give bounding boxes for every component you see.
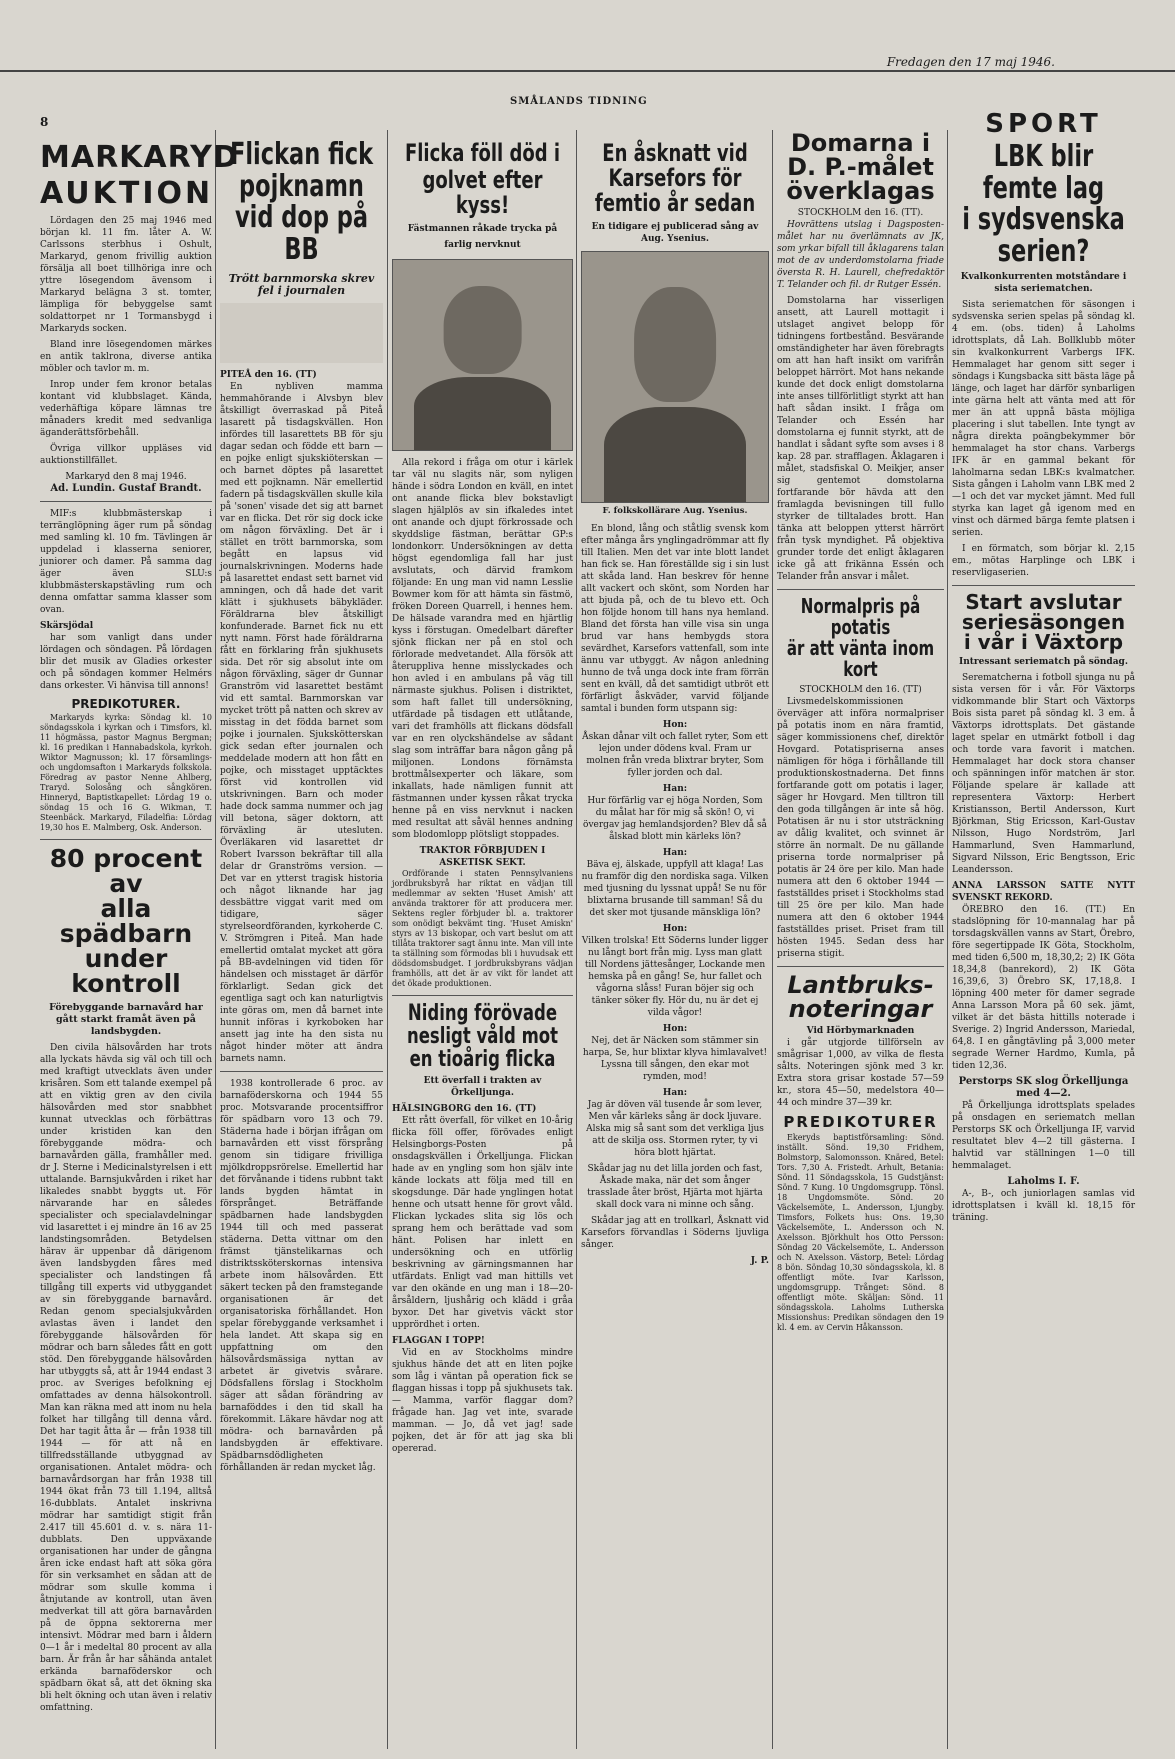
couple-photo (392, 259, 573, 451)
column-markaryd (40, 125, 239, 1759)
auction-paragraph: Inrop under fem kronor betalas kontant vid klubbslaget. Kända, vederhäftiga köpare lämnas tre månaders kredit med sedvanliga äganderättsförbehåll. (40, 380, 212, 438)
verse: Vilken trolska! Ett Söderns lunder ligger nu långt bort från mig. Lyss man glatt till Nordens jättesånger, Lockande men hemska på en gång! Se, hur fallet och vågorna slåss! Furan böjer sig och tänker söker fly. Hör du, nu är det ej vilda vågor! (581, 935, 769, 1018)
auction-paragraph: Övriga villkor uppläses vid auktionstillfället. (40, 444, 212, 466)
portrait-body (604, 407, 745, 502)
domarna-body: Domstolarna har visserligen ansett, att Laurell mottagit i utslaget angivet belopp för tidningens fortbestånd. Besvärande omständigheter har även förebragts om att han haft insikt om varifrån beloppet härrört. Mot hans nekande kunde det dock enligt domstolarna inte anses tillförlitligt styrkt att han haft sådan insikt. I fråga om Telander och Essén har domstolarna ej funnit styrkt, att de handlat i sådant syfte som avses i 8 kap. 28 par. strafflagen. Åklagaren i målet, stadsfiskal O. Meikjer, anser sig gentemot domstolarna fortfarande bör hävda att den framlagda bevisningen till fullo styrker de tilltalades brott. Han tänka att beloppen ytterst härrört från tysk myndighet. På objektiva grunder torde det enligt åklagaren icke gå att frikänna Essén och Telander från ansvar i målet. (777, 296, 944, 582)
column-asknatt (581, 125, 769, 1759)
speaker-label: Hon: (662, 719, 688, 730)
photo-body (414, 377, 550, 449)
start-heading-2: seriesäsongen (961, 610, 1126, 634)
domarna-heading-1: Domarna i (790, 129, 931, 157)
laholms-body: A-, B-, och juniorlagen samlas vid idrottsplatsen i kväll kl. 18,15 för träning. (952, 1189, 1135, 1223)
top-rule (0, 70, 1175, 72)
lantbruk-body: i går utgjorde tillförseln av smågrisar 1,000, av vilka de flesta sålts. Noteringen sjönk med 3 kr. Extra stora grisar kostade 57—59 kr., stora 45—50, medelstora 40—44 och mindre 37—39 kr. (777, 1038, 944, 1108)
niding-dateline: HÄLSINGBORG den 16. (TT) (392, 1103, 537, 1114)
spadbarn-heading-1: 80 procent av (49, 844, 203, 898)
verse: Åskan dånar vilt och fallet ryter, Som ett lejon under dödens kval. Fram ur molnen från vreda blixtrar bryter, Som fyller jorden och dal. (582, 731, 768, 778)
spadbarn-stats: 1938 kontrollerade 6 proc. av barnaföderskorna och 1944 55 proc. Motsvarande procentsiffror för spädbarn voro 13 och 79. Städerna hade i början ifrågan om barnavården ett visst försprång genom sin tidigare frivilliga mjölkdroppsrörelse. Emellertid har det förvånande i tidens rubbnt takt lands bygden hämtat in försprånget. Beträffande spädbarnen hade landsbygden 1944 till och med passerat städerna. Detta vittnar om den främst tjänstelikarnas och distriktssköterskornas intensiva arbete inom hälsovården. Ett säkert tecken på den framstegande organisationen är det organisatoriska förhållandet. Hon spelar förebyggande verksamhet i hela landet. Att skapa sig en uppfattning om den hälsovårdsmässiga nyttan av arbetet är givetvis svårare. Dödsfallens förslag i Stockholm säger att sådan förändring av barnaföddes i den tid skall ha förekommit. Läkare hävdar nog att mödra- och barnavården på landsbygden är effektivare. Spädbarnsdödligheten förhållanden är redan mycket låg. (220, 1079, 383, 1473)
asknatt-heading-1: En åsknatt vid (602, 139, 748, 167)
column-rule (387, 130, 388, 1749)
divider (40, 839, 212, 840)
speaker-label: Hon: (662, 1023, 688, 1034)
anna-body: ÖREBRO den 16. (TT.) En stadslöpning för 10-mannalag har på torsdagskvällen vanns av Start, Örebro, före segertippade IK Göta, Stockholm, med tiden 6,500 m, 18,30,2; 2) IK Göta 18,34,8 (banrekord), 2) IK Göta 16,39,6, 3) Örebro SK, 17,18,8. I löpning 400 meter för damer segrade Anna Larsson Mora på 60 sek. jämt, vilket är det bästa hittills noterade i Sverige. 2) Ingrid Andersson, Mariedal, 64,8. I en gångtävling på 3,000 meter segrade Werner Hardmo, Kumla, på tiden 12,36. (952, 905, 1135, 1071)
speaker-label: Han: (662, 783, 688, 794)
page-number: 8 (40, 115, 49, 129)
lantbruk-heading-1: Lantbruks- (787, 971, 934, 999)
spadbarn-heading-2: alla spädbarn (59, 894, 193, 948)
predikoturer-text-2: Ekeryds baptistförsamling: Sönd. inställt. Sönd. 19,30 Fridhem, Bolmstorp, Salomonsson. Knäred, Betel: Tors. 7,30 A. Fristedt. Arhult, Betania: Sönd. 11 Söndagsskola, 15 Gudstjänst: Sönd. 7 Kung. 10 Ungdomsgrupp. Tönsl. 18 Ungdomsmöte. Sönd. 20 Väckelsemöte, L. Andersson, Ljungby. Timsfors, Folkets hus: Ons. 19,30 Väckelsemöte, L. Andersson och N. Axelsson. Björkhult hos Otto Persson: Söndag 20 Väckelsemöte, L. Andersson och N. Axelsson. Västorp, Betel: Lördag 8 bön. Söndag 10,30 söndagsskola, kl. 8 offentligt möte. Ivar Karlsson, ungdomsgrupp. Trånget: Sönd. 8 offentligt möte. Skäljan: Sönd. 11 söndagsskola. Laholms Lutherska Missionshus: Predikan söndagen den 19 kl. 4 em. av Cervin Håkansson. (777, 1133, 944, 1332)
traktor-title: TRAKTOR FÖRBJUDEN I ASKETISK SEKT. (419, 845, 546, 868)
asknatt-subheading: En tidigare ej publicerad sång av Aug. Ysenius. (591, 221, 759, 244)
speaker-label: Han: (662, 847, 688, 858)
predikoturer-text: Markaryds kyrka: Söndag kl. 10 söndagsskola i kyrkan och i Timsfors, kl. 11 högmässa, pastor Magnus Bergman; kl. 16 predikan i Hannabadskola, kyrkoh. Wiktor Magnusson; kl. 17 församlings- och ungdomsafton i Markaryds folkskola. Föredrag av pastor Nenne Ahlberg, Traryd. Solosång och sångkören. Hinneryd, Baptistkapellet: Lördag 19 o. söndag 15 och 16 G. Wikman, T. Steenbäck. Markaryd, Filadelfia: Lördag 19,30 hos E. Malmberg, Osk. Anderson. (40, 713, 212, 832)
verse: Bäva ej, älskade, uppfyll att klaga! Las nu framför dig den nordiska saga. Vilken med tjusning du lyssnat uppå! Se nu för blixtarna brusande till samman! Så du det sker mot tjusande mänskliga lön? (581, 859, 769, 918)
skarsjodal-title: Skärsjödal (40, 621, 94, 631)
predikoturer-title-2: PREDIKOTURER (783, 1113, 938, 1131)
divider (777, 589, 944, 590)
verse: Hur förfärlig var ej höga Norden, Som du målat har för mig så skön! O, vi övergav jag hemlandsjorden? Blev då så ålskad blott min kärleks lön? (583, 795, 767, 842)
laholms-title: Laholms I. F. (1007, 1176, 1080, 1187)
column-rule (772, 130, 773, 1749)
lbk-body-2: I en förmatch, som börjar kl. 2,15 em., mötas Harplinge och LBK i reservligaserien. (952, 544, 1135, 578)
column-domarna (777, 125, 944, 1759)
kyss-body: Alla rekord i fråga om otur i kärlek tar väl nu slagits när, som nyligen hände i södra London en kväll, en intet ont anande flicka blev bokstavligt slagen hjälplös av sin ifkaledes intet ont anande och djupt förkrossade och skyddslige fästman, berättar GP:s londonkorr. Undersökningen av detta högst egendomliga fall har just avslutats, och därvid framkom följande: En ung man vid namn Lesslie Bowmer kom för att hämta sin fästmö, fröken Doreen Quarrell, i hennes hem. De hälsade varandra med en hjärtlig kyss i förstugan. Omedelbart därefter sjönk flickan ner på en stol och förlorade medvetandet. Alla försök att återuppliva henne misslyckades och hon avled i en ambulans på väg till närmaste sjukhus. Polisen i distriktet, som haft fallet till undersökning, utfärdade på tisdagen ett utlåtande, vari det framhölls att flickans dödsfall var en ren olyckshändelse av sådant slag som inträffar bara någon gång på miljonen. Londons förnämsta brottmålsexperter och läkare, som inkallats, hade nämligen funnit att fästmannen under kyssen råkat trycka henne på en viss nervknut i nacken med resultat att såväl hennes andning som blodomlopp plötsligt stoppades. (392, 457, 573, 840)
domarna-lead: Hovrättens utslag i Dagsposten-målet har nu överlämnats av JK, som yrkar bifall till åklagarens talan mot de av underdomstolarna friade översta R. H. Laurell, chefredaktör T. Telander och fil. dr Rutger Essén. (777, 220, 944, 290)
flickan-body: En nybliven mamma hemmahörande i Alvsbyn blev åtskilligt överraskad på Piteå lasarett på tisdagskvällen. Hon infördes till lasarettets BB för sju dagar sedan och födde ett barn — en pojke enligt sjukskiöterskan — och barnet döptes på lasarettet med ett pojknamn. När emellertid fadern på tisdagskvällen skulle kila på 'sonen' visade det sig att barnet var en flicka. Det rör sig dock icke om någon förväxling. Det är i stället en trött barnmorska, som begått en lapsus vid journalskrivningen. Moderns hade på lasarettet endast sett barnet vid amningen, och då hade det varit klätt i sjukhusets bäbykläder. Föräldrarna blev åtskilligt konfunderade. Barnet fick nu ett nytt namn. Först hade föräldrarna fått en förklaring från sjukhusets sida. Det rör sig absolut inte om någon förväxling, säger dr Gunnar Granström vid lasarettet bestämt vid ett samtal. Barnmorskan var mycket trött på natten och skrev av misstag in det födda barnet som pojke i journalen. Sjukskötterskan gick sedan efter journalen och meddelade modern att hon fått en pojke, och misstaget upptäcktes först vid kontrollen vid utskrivningen. Barn och moder hade dock samma nummer och jag vill betona, säger doktorn, att förväxling är utesluten. Överläkaren vid lasarettet dr Robert Ivarsson bekräftar till alla delar dr Granströms version. — Det var en ytterst tragisk historia och något liknande har jag dessbättre viggat varit med om tidigare, säger styrelseordföranden, kyrkoherde C. V. Strömgren i Piteå. Man hade emellertid omtalat mycket att göra på BB-avdelningen vid tiden för händelsen och misstaget är därför förklarligt. Sedan gick det egentliga sagt och kan naturligtvis inte göras om, men då barnet inte hunnit införas i kyrkoboken har ansett jag inte ha den sista nu något hinder möter att ändra barnets namn. (220, 382, 383, 1064)
predikoturer-title: PREDIKOTURER. (71, 697, 181, 711)
auction-text: Lördagen den 25 maj 1946 med början kl. 11 fm. låter A. W. Carlssons sterbhus i Oshult, Markaryd, genom frivillig auktion försälja all boet tillhöriga inre och yttre lösegendom ävensom i Markaryd belägna 3 st. tomter, lämpliga för bebyggelse samt soldattorpet nr 1 Tormansbygd i Markaryds socken. (40, 216, 212, 334)
masthead: SMÅLANDS TIDNING (510, 96, 648, 107)
spadbarn-body: Den civila hälsovården har trots alla lyckats hävda sig väl och till och med kraftigt utvecklats även under krisåren. Som ett talande exempel på att en viktig gren av den civila hälsovården med stor snabbhet kunnat utvecklas och förbättras under kristiden kan den förebyggande mödra- och barnavården gälla, framhåller med. dr J. Sterne i Medicinalstyrelsen i ett uttalande. Barnsjukvården i riket har likaledes snabbt byggts ut. För närvarande har en således specialister och specialavdelningar vid lasarettet i ej mindre än 16 av 25 landstingsområden. Betydelsen härav är uppenbar då därigenom även landsbygden fåres med specialister och landstingen få tillgång till experts vid utbyggandet av sin förebyggande barnavård. Redan genom specialsjukvården avlastas även i landet den förebyggande hälsovården för mödrar och barn således fått en gott stöd. Den förebyggande hälsovården har utbyggts så, att år 1944 endast 3 proc. av Sveriges befolkning ej omfattades av denna hälsokontroll. Man kan räkna med att inom nu hela folket har tillgång till denna vård. Det har tagit åtta år — från 1938 till 1944 — för att nå en tillfredsställande utbyggnad av organisationen. Antalet mödra- och barnavårdsorgan har från 1938 till 1944 ökat från 73 till 1.194, alltså 16-dubblats. Antalet inskrivna mödrar har samtidigt stigit från 2.417 till 45.601 d. v. s. nära 11-dubblats. Den uppväxande organisationen har under de gångna åren icke endast haft att söka göra för sin verksamhet en sådan att de mödrar som skulle komma i åtnjutande av kontroll, utan även medverkat till att göra barnavården på de öppna sektorerna mer intensivt. Mödrar med barn i åldern 0—1 år i medeltal 80 procent av alla barn. Är från år har såhända antalet erkända barnaföderskor och spädbarn ökat så, att det ökning ska bli helt ökning och utan även i relativ omfattning. (40, 1043, 212, 1713)
kyss-subheading-1: Fästmannen råkade trycka på (407, 223, 558, 234)
column-sport (952, 109, 1135, 1759)
domarna-dateline: STOCKHOLM den 16. (TT). (797, 208, 924, 218)
ysenius-portrait (581, 251, 769, 503)
issue-date: Fredagen den 17 maj 1946. (886, 55, 1055, 69)
start-body: Serematcherna i fotboll sjunga nu på sista versen för i vår. För Växtorps vidkommande blir Start och Växtorps Bois sista paret på söndag kl. 3 em. å Växtorps idrottsplats. Det gästande laget spelar en utmärkt fotboll i dag och torde vara favorit i matchen. Hemmalaget har dock stora chanser och spänningen inför matchen är stor. Följande spelare är kallade att representera Växtorp: Herbert Kristiansson, Bertil Andersson, Kurt Björkman, Stig Ericsson, Karl-Gustav Nilsson, Hugo Nordström, Jarl Hammarlund, Sven Hammarlund, Sigvard Nilsson, Eric Bengtsson, Eric Leandersson. (952, 673, 1135, 875)
lantbruk-heading-2: noteringar (788, 995, 933, 1023)
lantbruk-subheading: Vid Hörbymarknaden (806, 1026, 915, 1036)
kyss-heading-1: Flicka föll död i (404, 139, 561, 167)
verse: Jag är döven väl tusende år som lever, Men vår kärleks sång är dock ljuvare. Alska mig så sant som det verkliga ljus att de skilja oss. Stormen ryter, ty vi höra blott hjärtat. (586, 1099, 764, 1158)
perstorp-body: På Örkelljunga idrottsplats spelades på onsdagen en seriematch mellan Perstorps SK och Örkelljunga IF, varvid resultatet blev 4—2 till gästerna. I halvtid var ställningen 1—0 till hemmalaget. (952, 1101, 1135, 1171)
niding-heading-2: nesligt våld mot (406, 1023, 559, 1049)
niding-heading-1: Niding förövade (407, 1000, 558, 1026)
divider (220, 1071, 383, 1072)
potatis-dateline: STOCKHOLM den 16. (TT) (799, 685, 922, 695)
markaryd-heading: MARKARYD (40, 140, 239, 175)
asknatt-heading-3: femtio år sedan (594, 189, 756, 218)
start-heading-1: Start avslutar (965, 590, 1122, 614)
niding-heading-3: en tioårig flicka (409, 1046, 556, 1072)
skarsjodal-text: har som vanligt dans under lördagen och söndagen. På lördagen blir det musik av Gladies orkester och på söndagen kommer Helmérs dans orkester. Vi hänvisa till annons! (40, 633, 212, 691)
flaggan-title: FLAGGAN I TOPP! (392, 1335, 485, 1346)
mif-notice: MIF:s klubbmästerskap i terränglöpning äger rum på söndag med samling kl. 10 fm. Tävlingen är uppdelad i klasserna seniorer, juniorer och damer. På samma dag äger även SLU:s klubbmästerskapstävling rum och denna omfattar samma klasser som ovan. (40, 509, 212, 615)
asknatt-end-note: Skådar jag att en trollkarl, Åsknatt vid Karsefors förvandlas i Söderns ljuvliga sånger. (581, 1215, 769, 1250)
kyss-subheading-2: farlig nervknut (444, 239, 521, 250)
portrait-caption: F. folkskollärare Aug. Ysenius. (602, 505, 748, 516)
portrait-face (634, 287, 716, 402)
divider (952, 585, 1135, 586)
flickan-subheading: Trött barnmorska skrev fel i journalen (228, 272, 375, 297)
sport-heading: SPORT (985, 109, 1102, 139)
spadbarn-subheading: Förebyggande barnavård har gått starkt framåt även på landsbygden. (49, 1002, 203, 1037)
spadbarn-heading-3: under kontroll (71, 944, 181, 998)
flaggan-text: Vid en av Stockholms mindre sjukhus hände det att en liten pojke som låg i väntan på operation fick se flaggan hissas i topp på sjukhusets tak. — Mamma, varför flaggar dom? frågade han. Jag vet inte, svarade mamman. — Jo, då vet jag! sade pojken, det är för att jag ska bli opererad. (392, 1347, 573, 1454)
verse: Skådar jag nu det lilla jorden och fast, Åskade maka, när det som ånger trasslade åter bröst, Hjärta mot hjärta skall dock vara ni minne och sång. (587, 1163, 763, 1210)
speaker-label: Han: (662, 1087, 688, 1098)
auction-paragraph: Bland inre lösegendomen märkes en antik taklrona, diverse antika möbler och tavlor m. m. (40, 340, 212, 374)
asknatt-body: En blond, lång och ståtlig svensk kom efter många års ynglingadrömmar att fly till Italien. Men det var inte blott landet han fick se. Han föreställde sig i sin lust att skåda land. Han beskrev för henne allt vackert och skönt, som Norden har att bjuda på, och de tu blevo ett. Och hon följde honom till hans nya hemland. Bland det första han ville visa sin unga brud var hans hembygds stora sevärdhet, Karsefors vattenfall, som inte ännu var utbyggt. Av någon anledning hunno de två unga dock inte fram förrän sent en kväll, då det samtidigt utbröt ett förfärligt åskväder, varvid följande samtal i bunden form utspann sig: (581, 523, 769, 714)
start-heading-3: i vår i Växtorp (963, 630, 1124, 654)
photo-face (443, 286, 522, 373)
blank-space (220, 303, 383, 363)
lbk-heading-2: i sydsvenska serien? (962, 202, 1125, 269)
traktor-text: Ordförande i staten Pennsylvaniens jordbruksbyrå har riktat en vädjan till medlemmar av sekten 'Huset Amish' att använda traktorer för att producera mer. Sektens regler förbjuder bl. a. traktorer som onödigt bekvämt ting. 'Huset Amiskn' styrs av 13 biskopar, och vart beslut om att tillåta traktorer sagt ännu inte. Man vill inte ta ställning som förmodas bli i huvudsak ett dödsdomsbudget. I jordbruksbyrans vädjan framhölls, att det är av vikt för landet att det ökade produktionen. (392, 868, 573, 988)
start-subheading: Intressant seriematch på söndag. (959, 657, 1128, 667)
potatis-heading-1: Normalpris på potatis (800, 594, 921, 639)
divider (777, 966, 944, 967)
flickan-heading: Flickan fick pojknamn vid dop på BB (229, 137, 374, 267)
speaker-label: Hon: (662, 923, 688, 934)
domarna-heading-3: överklagas (786, 177, 935, 205)
divider (392, 995, 573, 996)
column-flickan (220, 125, 383, 1759)
flickan-dateline: PITEÅ den 16. (TT) (220, 370, 317, 380)
divider (40, 501, 212, 502)
domarna-heading-2: D. P.-målet (787, 153, 934, 181)
niding-subheading: Ett överfall i trakten av Örkelljunga. (423, 1075, 542, 1098)
auction-date: Markaryd den 8 maj 1946. (65, 472, 187, 482)
lbk-heading-1: LBK blir femte lag (982, 139, 1105, 206)
auction-signatures: Ad. Lundin. Gustaf Brandt. (50, 483, 202, 494)
potatis-heading-2: är att vänta inom kort (786, 636, 935, 681)
lbk-subheading: Kvalkonkurrenten motståndare i sista seriematchen. (960, 272, 1127, 294)
perstorp-title: Perstorps SK slog Örkelljunga med 4—2. (958, 1076, 1129, 1099)
niding-body: Ett rått överfall, för vilket en 10-årig flicka föll offer, förövades enligt Helsingborgs-Posten på onsdagskvällen i Örkelljunga. Flickan hade av en yngling som hon själv inte kände lockats att följa med till en skogsdunge. Där hade ynglingen hotat henne och utsatt henne för grovt våld. Flickan lyckades slita sig lös och sprang hem och berättade vad som hänt. Polisen har inlett en undersökning och en utförlig beskrivning av gärningsmannen har utfärdats. Enligt vad man hittills vet var den okände en ung man i 18—20-årsåldern, ljushårig och klädd i gråa byxor. Det har givetvis väckt stor upprördhet i orten. (392, 1115, 573, 1330)
column-rule (215, 130, 216, 1749)
column-rule (576, 130, 577, 1749)
lbk-body: Sista seriematchen för säsongen i sydsvenska serien spelas på söndag kl. 4 em. (obs. tiden) å Laholms idrottsplats, då Lah. Bollklubb möter sin kvalkonkurrent Varbergs IFK. Hemmalaget har genom sitt seger i söndags i Kungsbacka sitt bästa läge på länge, och laget har därför synbarligen inte gärna helt att vänta med att för mer än att uppnå bästa möjliga placering i slut tabellen. Inte tyngt av några direkta poängbekymmer bör hemmalaget ha stor chans. Varbergs IFK är en gammal bekant för laholmarna sedan LBK:s kvalmatcher. Sista gången i Laholm vann LBK med 2—1 och det var mycket jämnt. Med full styrka kan laget gå igenom med en vinst och därmed bärga femte platsen i serien. (952, 300, 1135, 538)
column-rule (947, 130, 948, 1749)
anna-title: ANNA LARSSON SATTE NYTT SVENSKT REKORD. (952, 881, 1135, 903)
column-flicka-foll (392, 125, 573, 1759)
kyss-heading-2: golvet efter kyss! (422, 166, 543, 220)
verse: Nej, det är Näcken som stämmer sin harpa, Se, hur blixtar klyva himlavalvet! Lyssna till sången, den ekar mot rymden, mod! (582, 1035, 768, 1082)
asknatt-heading-2: Karsefors för (608, 164, 742, 193)
auktion-heading: AUKTION (40, 176, 214, 211)
signature: J. P. (750, 1255, 769, 1266)
potatis-body: Livsmedelskommissionen överväger att införa normalpriser på potatis inom en nära framtid, säger kommissionens chef, direktör Hovgard. Potatispriserna anses nämligen för höga i förhållande till produktionskostnaderna. Det finns fortfarande gott om potatis i lager, säger hr Hovgard. Men tilltron till den goda tillgången är inte så hög. Potatisen är nu i stor utsträckning av dålig kvalitet, och svinnet är större än normalt. De nu gällande priserna torde normalpriser på potatis är 24 öre per kilo. Man hade numera att den 6 oktober 1944 — fastställdes priset i Stockholms stad till 25 öre per kilo. Man hade numera att den 6 oktober 1944 fastställdes priset. Priset fram till hösten 1945. Sedan dess har priserna stigit. (777, 697, 944, 959)
